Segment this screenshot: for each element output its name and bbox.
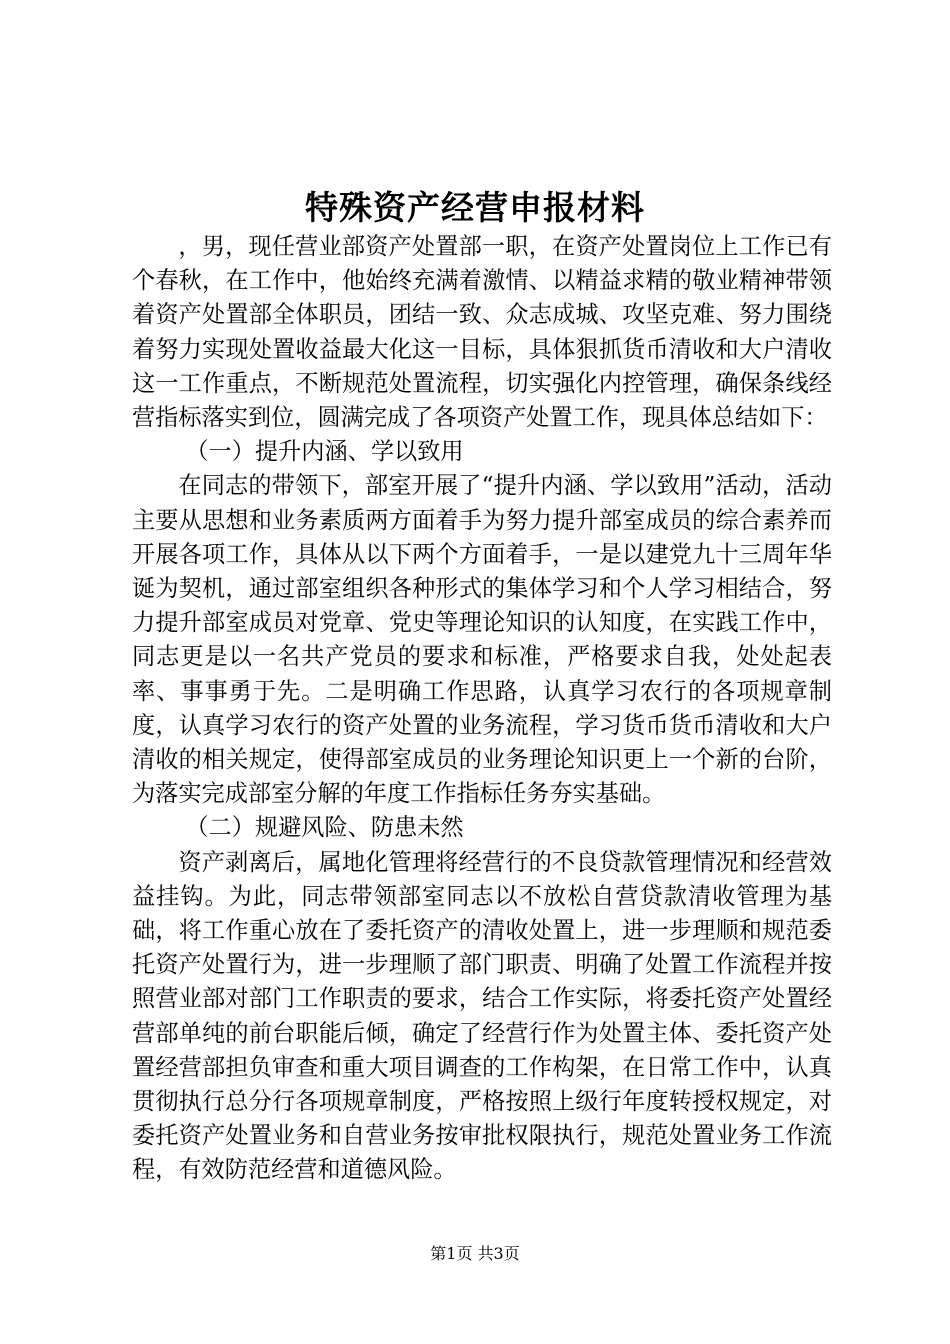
section-2-paragraph: 资产剥离后，属地化管理将经营行的不良贷款管理情况和经营效益挂钩。为此，同志带领部室同志以不放松自营贷款清收管理为基础，将工作重心放在了委托资产的清收处置上，进一步理顺和规范委托资产处置行为，进一步理顺了部门职责、明确了处置工作流程并按照营业部对部门工作职责的要求，结合工作实际，将委托资产处置经营部单纯的前台职能后倾，确定了经营行作为处置主体、委托资产处置经营部担负审查和重大项目调查的工作构架，在日常工作中，认真贯彻执行总分行各项规章制度，严格按照上级行年度转授权规定，对委托资产处置业务和自营业务按审批权限执行，规范处置业务工作流程，有效防范经营和道德风险。 bbox=[132, 848, 832, 1184]
page-number-footer: 第1页 共3页 bbox=[430, 1244, 520, 1263]
intro-paragraph: ，男，现任营业部资产处置部一职，在资产处置岗位上工作已有个春秋，在工作中，他始终充满着激情、以精益求精的敬业精神带领着资产处置部全体职员，团结一致、众志成城、攻坚克难、努力围绕着努力实现处置收益最大化这一目标，具体狠抓货币清收和大户清收这一工作重点，不断规范处置流程，切实强化内控管理，确保条线经营指标落实到位，圆满完成了各项资产处置工作，现具体总结如下： bbox=[132, 233, 832, 432]
section-1-paragraph: 在同志的带领下，部室开展了“提升内涵、学以致用”活动，活动主要从思想和业务素质两方面着手为努力提升部室成员的综合素养而开展各项工作，具体从以下两个方面着手，一是以建党九十三周年华诞为契机，通过部室组织各种形式的集体学习和个人学习相结合，努力提升部室成员对党章、党史等理论知识的认知度，在实践工作中，同志更是以一名共产党员的要求和标准，严格要求自我，处处起表率、事事勇于先。二是明确工作思路，认真学习农行的各项规章制度，认真学习农行的资产处置的业务流程，学习货币货币清收和大户清收的相关规定，使得部室成员的业务理论知识更上一个新的台阶，为落实完成部室分解的年度工作指标任务夯实基础。 bbox=[132, 472, 832, 808]
section-2-heading: （二）规避风险、防患未然 bbox=[185, 814, 464, 842]
document-body bbox=[132, 230, 832, 1188]
section-1-heading: （一）提升内涵、学以致用 bbox=[185, 438, 464, 466]
document-title: 特殊资产经营申报材料 bbox=[305, 188, 645, 227]
